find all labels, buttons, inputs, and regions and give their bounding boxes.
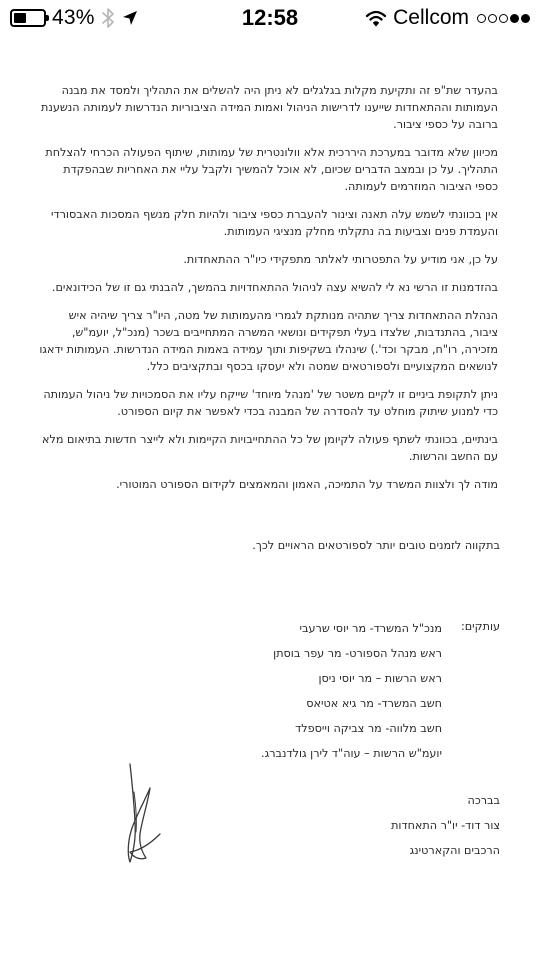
copies-list xyxy=(261,620,442,770)
signal-dots-icon xyxy=(477,14,530,23)
letter-closing: בתקווה לזמנים טובים יותר לספורטאים הראויים לכך. xyxy=(252,539,500,552)
letter-paragraph: על כן, אני מודיע על התפטרותי לאלתר מתפקידי כיו"ר ההתאחדות. xyxy=(183,253,498,266)
letter-paragraph: מודה לך ולצוות המשרד על התמיכה, האמון והמאמצים לקידום הספורט המוטורי. xyxy=(116,478,498,491)
copies-recipient: יועמ"ש הרשות – עוה"ד לירן גולדנברג. xyxy=(261,747,442,760)
copies-recipient: מנכ"ל המשרד- מר יוסי שרעבי xyxy=(299,622,442,635)
letter-paragraph: בהעדר שת"פ זה ותקיעת מקלות בגלגלים לא ניתן היה להשלים את התהליך ולמסד את מבנה העמותות וההתאחדות שייענו לדרישות הניהול ואמות המידה הציבוריות הנדרשות לעמותה הנשענת ברובה על כספי ציבור. xyxy=(41,84,498,131)
letter-paragraph: הנהלת ההתאחדות צריך שתהיה מנותקת לגמרי מהעמותות של מטה, היו"ר צריך שיהיה איש ציבור, בהתנדבות, שלצדו בעלי תפקידים ונושאי המשרה המתחייבים בשכר (מנכ"ל, יועמ"ש, מזכירה, רו"ח, מבקר וכד'.) שינהלו בשקיפות ותוך עמידה באמות המידה הנדרשות. העמותות ידאגו לנושאים המקצועיים ולספורטאים שמטה ולא יעסקו בכסף ובתקציבים כלל. xyxy=(39,309,498,373)
copies-recipient: חשב המשרד- מר גיא אטיאס xyxy=(306,697,442,710)
letter-paragraph: בהזדמנות זו הרשי נא לי להשיא עצה לניהול ההתאחדויות בהמשך, להבנתי גם זו של הכידונאים. xyxy=(51,281,498,294)
letter-paragraph: מכיוון שלא מדובר במערכת היררכית אלא וולונטרית של עמותות, שיתוף הפעולה הכרחי להצלחת התהליך. על כן ובמצב הדברים שכיום, לא אוכל להמשיך ולקבל עליי את האחריות שבהפקדת כספי הציבור המוזרמים לעמותה. xyxy=(45,146,498,193)
copies-recipient: חשב מלווה- מר צביקה וייספלד xyxy=(295,722,442,735)
signoff-greeting: בברכה xyxy=(467,794,500,807)
letter-paragraph: אין בכוונתי לשמש עלה תאנה וצינור להעברת כספי ציבור ולהיות חלק מנשף המסכות האבסורדי והעמדת פנים וצביעות בה נתקלתי מחלק מנציגי העמותות. xyxy=(51,208,498,238)
letter-paragraph: בינתיים, בכוונתי לשתף פעולה לקיומן של כל ההתחייבויות הקיימות ולא לייצר חדשות בתיאום מלא עם החשב והרשות. xyxy=(42,433,498,463)
signal-dot-filled xyxy=(521,14,530,23)
signal-dot-empty xyxy=(477,14,486,23)
clock-time: 12:58 xyxy=(241,5,299,30)
handwritten-signature xyxy=(90,762,180,872)
copies-recipient: ראש מנהל הספורט- מר עפר בוסתן xyxy=(273,647,442,660)
status-right-group xyxy=(365,5,530,31)
signal-dot-empty xyxy=(499,14,508,23)
signal-dot-filled xyxy=(510,14,519,23)
copies-recipient: ראש הרשות – מר יוסי ניסן xyxy=(318,672,442,685)
letter-body xyxy=(38,82,498,504)
carrier-name: Cellcom xyxy=(393,6,469,29)
battery-percent: 43% xyxy=(52,6,95,29)
signoff-name: צור דוד- יו"ר התאחדות xyxy=(391,819,500,832)
signoff-organization: הרכבים והקארטינג xyxy=(409,844,500,857)
status-bar xyxy=(0,0,540,38)
copies-label: עותקים: xyxy=(460,620,500,633)
wifi-icon xyxy=(365,9,387,27)
signal-dot-empty xyxy=(488,14,497,23)
letter-paragraph: ניתן לתקופת ביניים זו לקיים משטר של 'מנהל מיוחד' שייקח עליו את הסמכויות של ניהול העמותה כדי למנוע שיתוק מוחלט עד להסדרה של המבנה בכדי לאפשר את קיום הספורט. xyxy=(43,388,498,418)
